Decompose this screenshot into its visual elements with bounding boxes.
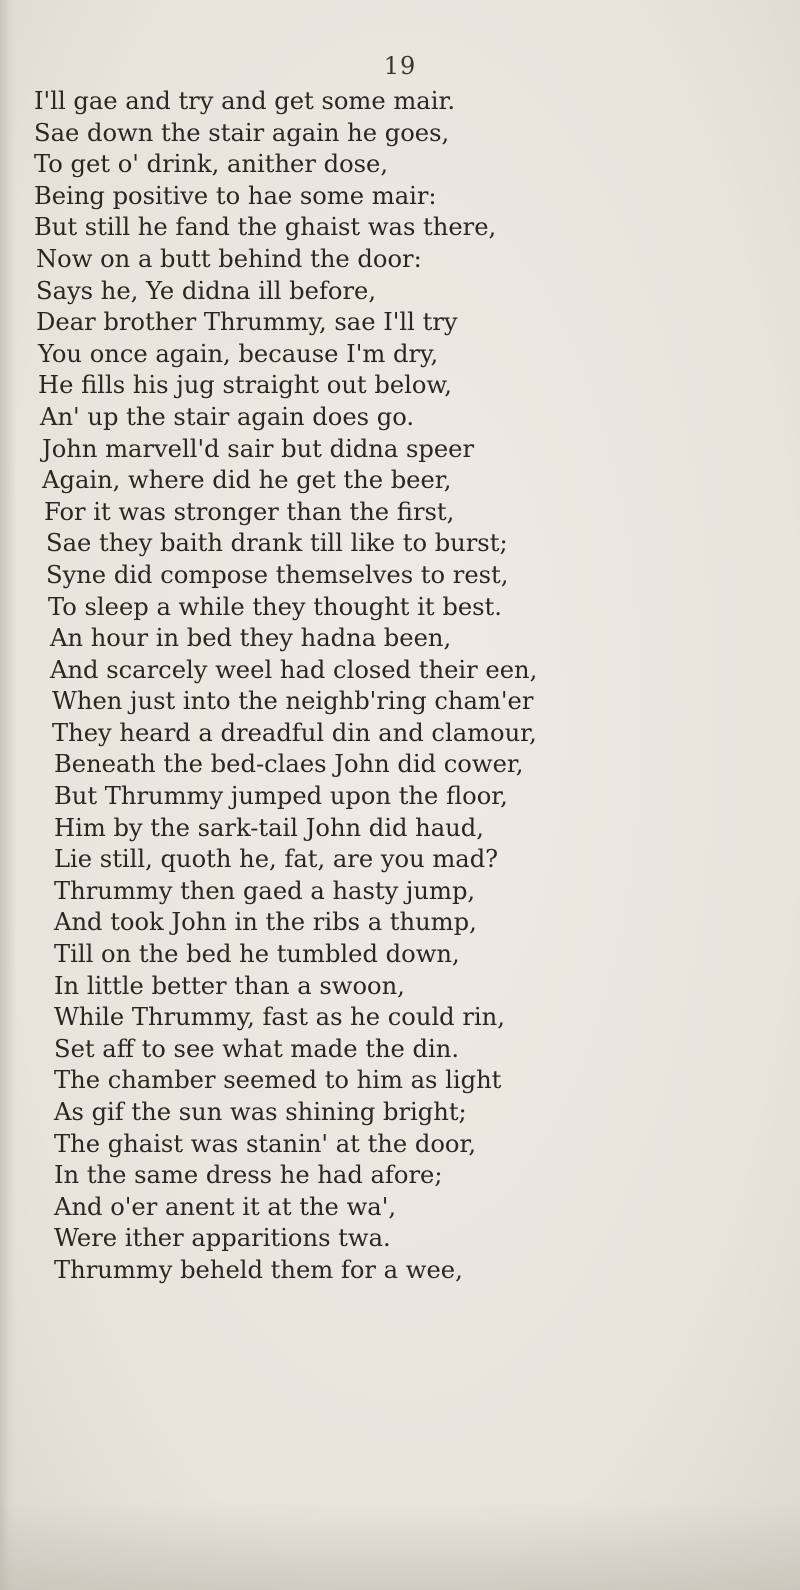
verse-line: Lie still, quoth he, fat, are you mad?	[54, 845, 499, 874]
verse-line: Till on the bed he tumbled down,	[54, 940, 460, 969]
page-bottom-smudge	[0, 1500, 800, 1590]
verse-line: As gif the sun was shining bright;	[54, 1098, 467, 1126]
verse-line: John marvell'd sair but didna speer	[42, 434, 475, 463]
verse-line: Being positive to hae some mair:	[34, 181, 437, 210]
verse-line: Sae down the stair again he goes,	[34, 118, 450, 147]
verse-line: While Thrummy, fast as he could rin,	[54, 1003, 505, 1032]
verse-line: But still he fand the ghaist was there,	[34, 213, 497, 242]
verse-line: He fills his jug straight out below,	[38, 371, 452, 400]
verse-line: Again, where did he get the beer,	[42, 466, 452, 495]
verse-line: And o'er anent it at the wa',	[54, 1192, 397, 1221]
verse-line: The ghaist was stanin' at the door,	[54, 1129, 477, 1158]
verse-line: Says he, Ye didna ill before,	[36, 276, 377, 305]
verse-line: Sae they baith drank till like to burst;	[46, 529, 508, 558]
verse-line: To sleep a while they thought it best.	[48, 592, 502, 621]
verse-line: And scarcely weel had closed their een,	[50, 655, 538, 684]
verse-line: An hour in bed they hadna been,	[50, 624, 452, 653]
verse-line: Were ither apparitions twa.	[54, 1224, 391, 1253]
verse-line: But Thrummy jumped upon the floor,	[54, 782, 508, 811]
verse-line: Thrummy then gaed a hasty jump,	[54, 876, 476, 905]
verse-line: Syne did compose themselves to rest,	[46, 560, 509, 589]
verse-line: In little better than a swoon,	[54, 971, 405, 1000]
verse-line: When just into the neighb'ring cham'er	[52, 687, 534, 716]
verse-line: Him by the sark-tail John did haud,	[54, 813, 484, 842]
verse-line: For it was stronger than the first,	[44, 497, 455, 526]
verse-line: You once again, because I'm dry,	[38, 339, 439, 368]
poem-verse	[26, 86, 786, 1287]
verse-line: To get o' drink, anither dose,	[34, 150, 389, 179]
verse-line: I'll gae and try and get some mair.	[34, 87, 456, 115]
verse-line: And took John in the ribs a thump,	[54, 908, 477, 937]
verse-line: Now on a butt behind the door:	[36, 244, 422, 273]
verse-line: Dear brother Thrummy, sae I'll try	[36, 308, 458, 337]
verse-line: Set aff to see what made the din.	[54, 1034, 460, 1063]
verse-line: An' up the stair again does go.	[40, 402, 415, 431]
verse-line: Beneath the bed-claes John did cower,	[54, 750, 524, 779]
page-gutter-shadow	[0, 0, 16, 1590]
verse-line: They heard a dreadful din and clamour,	[52, 718, 537, 747]
verse-line: In the same dress he had afore;	[54, 1161, 443, 1190]
page-number: 19	[383, 52, 417, 80]
verse-line: Thrummy beheld them for a wee,	[54, 1255, 463, 1284]
verse-line: The chamber seemed to him as light	[54, 1066, 502, 1095]
